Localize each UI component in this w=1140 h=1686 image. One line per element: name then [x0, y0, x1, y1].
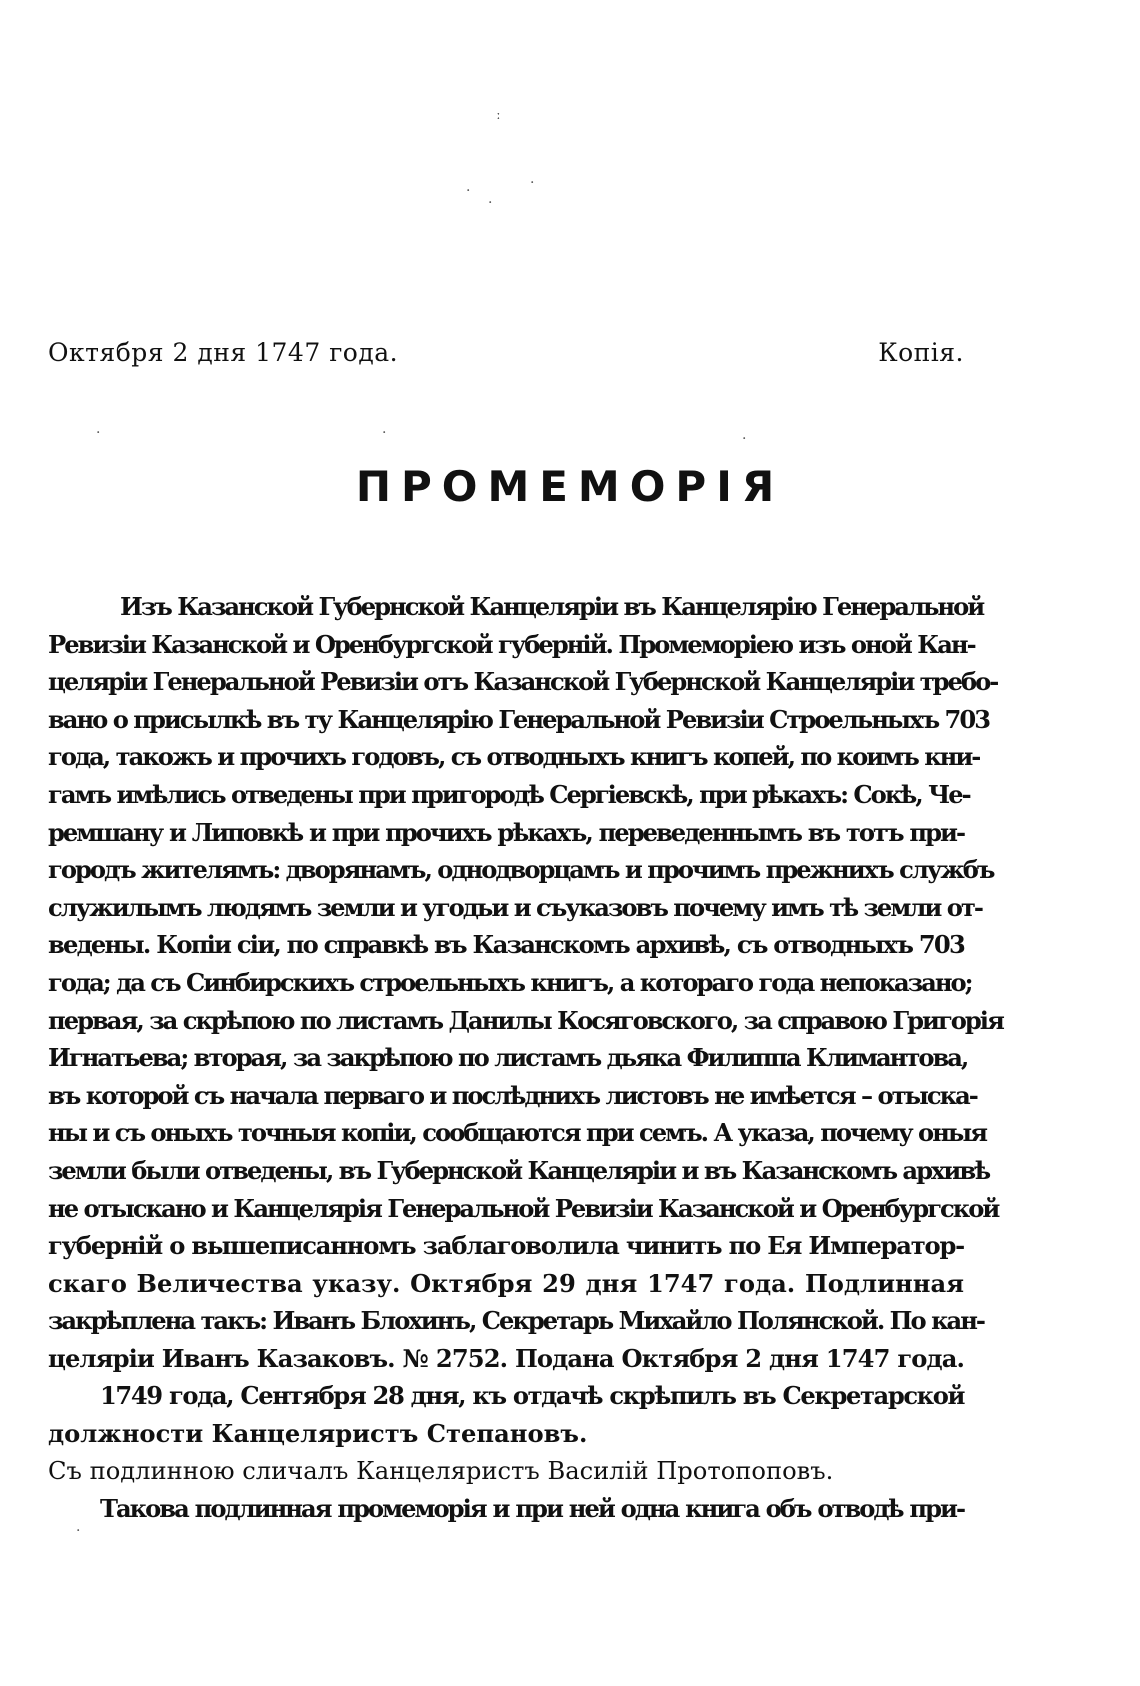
- document-body: [48, 588, 1003, 1528]
- text-line: должности Канцеляристъ Степановъ.: [48, 1419, 588, 1449]
- text-line: городъ жителямъ: дворянамъ, однодворцамъ и прочимъ прежнихъ службъ: [48, 855, 994, 885]
- scan-speck: ·: [76, 1523, 81, 1539]
- text-line: служилымъ людямъ земли и угодьи и съуказовъ почему имъ тѣ земли от-: [48, 892, 982, 922]
- scan-speck: ː: [496, 107, 501, 123]
- text-line: ремшану и Липовкѣ и при прочихъ рѣкахъ, переведеннымъ въ тотъ при-: [48, 817, 964, 847]
- scan-speck: ·: [742, 431, 747, 447]
- text-line: губерній о вышеписанномъ заблаговолила чинить по Ея Император-: [48, 1231, 964, 1261]
- copy-label: Копія.: [878, 338, 964, 367]
- text-line: Ревизіи Казанской и Оренбургской губерній. Промеморіею изъ оной Кан-: [48, 629, 975, 659]
- text-line: скаго Величества указу. Октября 29 дня 1747 года. Подлинная: [48, 1268, 964, 1298]
- text-line: Съ подлинною сличалъ Канцеляристъ Василій Протопоповъ.: [48, 1456, 834, 1485]
- scan-speck: ·: [382, 425, 387, 441]
- text-line: вано о присылкѣ въ ту Канцелярію Генеральной Ревизіи Строельныхъ 703: [48, 704, 990, 734]
- text-line: целяріи Иванъ Казаковъ. № 2752. Подана Октября 2 дня 1747 года.: [48, 1343, 964, 1373]
- text-line: ны и съ оныхъ точныя копіи, сообщаются при семъ. А указа, почему оныя: [48, 1118, 987, 1148]
- page-title: ПРОМЕМОРІЯ: [355, 462, 785, 511]
- text-line: Изъ Казанской Губернской Канцеляріи въ Канцелярію Генеральной: [120, 592, 984, 621]
- text-line: года; да съ Синбирскихъ строельныхъ книгъ, а котораго года непоказано;: [48, 967, 972, 997]
- scan-speck: ·: [530, 175, 535, 191]
- text-line: ведены. Копіи сіи, по справкѣ въ Казанскомъ архивѣ, съ отводныхъ 703: [48, 930, 964, 960]
- text-line: первая, за скрѣпою по листамъ Данилы Косяговского, за справою Григорія: [48, 1005, 1003, 1035]
- text-line: земли были отведены, въ Губернской Канцеляріи и въ Казанскомъ архивѣ: [48, 1155, 990, 1185]
- scan-speck: ·: [466, 183, 471, 199]
- text-line: не отыскано и Канцелярія Генеральной Ревизіи Казанской и Оренбургской: [48, 1193, 999, 1223]
- text-line: Игнатьева; вторая, за закрѣпою по листамъ дьяка Филиппа Климантова,: [48, 1043, 968, 1073]
- text-line: Такова подлинная промеморія и при ней одна книга объ отводѣ при-: [100, 1494, 964, 1524]
- scan-speck: ·: [488, 195, 493, 211]
- text-line: года, такожъ и прочихъ годовъ, съ отводныхъ книгъ копей, по коимъ кни-: [48, 742, 980, 772]
- text-line: закрѣплена такъ: Иванъ Блохинъ, Секретарь Михайло Полянской. По кан-: [48, 1306, 984, 1336]
- text-line: гамъ имѣлись отведены при пригородѣ Сергіевскѣ, при рѣкахъ: Сокѣ, Че-: [48, 779, 970, 809]
- document-header: [48, 338, 964, 378]
- document-date: Октября 2 дня 1747 года.: [48, 338, 399, 367]
- scan-speck: ·: [96, 425, 101, 441]
- text-line: 1749 года, Сентября 28 дня, къ отдачѣ скрѣпилъ въ Секретарской: [100, 1381, 964, 1411]
- text-line: целяріи Генеральной Ревизіи отъ Казанской Губернской Канцеляріи требо-: [48, 667, 998, 697]
- text-line: въ которой съ начала перваго и послѣднихъ листовъ не имѣется – отыска-: [48, 1080, 977, 1110]
